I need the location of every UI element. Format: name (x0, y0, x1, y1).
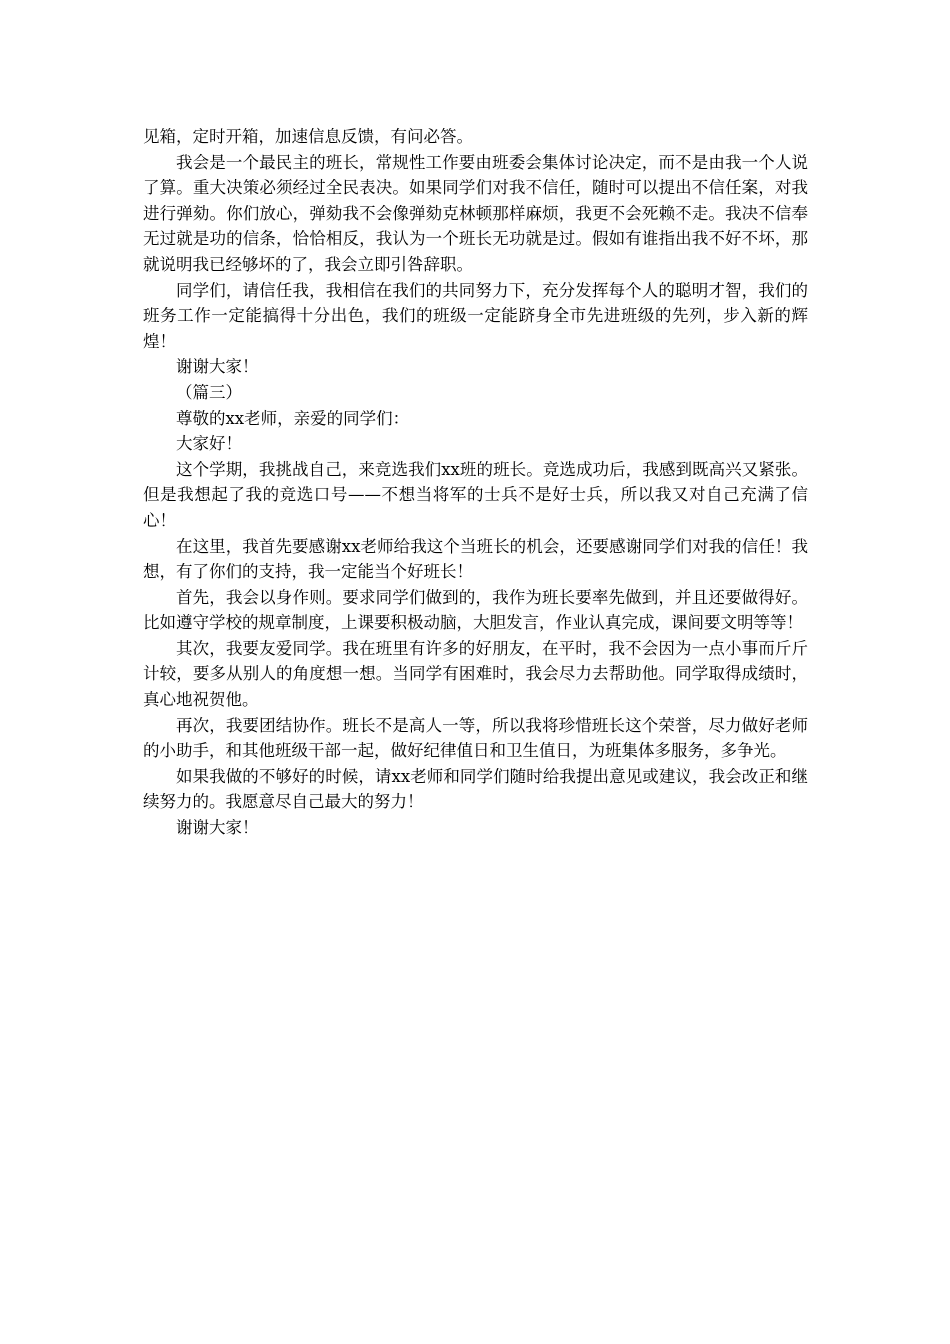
paragraph: 见箱，定时开箱，加速信息反馈，有问必答。 (143, 127, 473, 146)
greeting: 大家好！ (176, 434, 242, 454)
salutation: 尊敬的xx老师，亲爱的同学们： (176, 408, 410, 428)
paragraph: 我会是一个最民主的班长，常规性工作要由班委会集体讨论决定，而不是由我一个人说了算。重大决策必须经过全民表决。如果同学们对我不信任，随时可以提出不信任案，对我进行弹劾。你们放心，弹劾我不会像弹劾克林顿那样麻烦，我更不会死赖不走。我决不信奉无过就是功的信条，恰恰相反，我认为一个班长无功就是过。假如有谁指出我不好不坏，那就说明我已经够坏的了，我会立即引咎辞职。 (143, 152, 808, 274)
paragraph: 再次，我要团结协作。班长不是高人一等，所以我将珍惜班长这个荣誉，尽力做好老师的小助手，和其他班级干部一起，做好纪律值日和卫生值日，为班集体多服务，多争光。 (143, 715, 808, 761)
paragraph: 如果我做的不够好的时候，请xx老师和同学们随时给我提出意见或建议，我会改正和继续努力的。我愿意尽自己最大的努力！ (143, 766, 808, 812)
paragraph: 谢谢大家！ (176, 357, 259, 377)
paragraph: 同学们，请信任我，我相信在我们的共同努力下，充分发挥每个人的聪明才智，我们的班务工作一定能搞得十分出色，我们的班级一定能跻身全市先进班级的先列，步入新的辉煌！ (143, 280, 808, 351)
paragraph: 这个学期，我挑战自己，来竞选我们xx班的班长。竞选成功后，我感到既高兴又紧张。但是我想起了我的竞选口号——不想当将军的士兵不是好士兵，所以我又对自己充满了信心！ (143, 459, 808, 530)
document-body (143, 124, 808, 841)
paragraph: 在这里，我首先要感谢xx老师给我这个当班长的机会，还要感谢同学们对我的信任！我想，有了你们的支持，我一定能当个好班长！ (143, 536, 808, 582)
section-heading: （篇三） (176, 382, 242, 402)
paragraph: 其次，我要友爱同学。我在班里有许多的好朋友，在平时，我不会因为一点小事而斤斤计较，要多从别人的角度想一想。当同学有困难时，我会尽力去帮助他。同学取得成绩时，真心地祝贺他。 (143, 638, 808, 710)
closing: 谢谢大家！ (176, 818, 259, 838)
paragraph: 首先，我会以身作则。要求同学们做到的，我作为班长要率先做到，并且还要做得好。比如遵守学校的规章制度，上课要积极动脑，大胆发言，作业认真完成，课间要文明等等！ (143, 587, 808, 633)
